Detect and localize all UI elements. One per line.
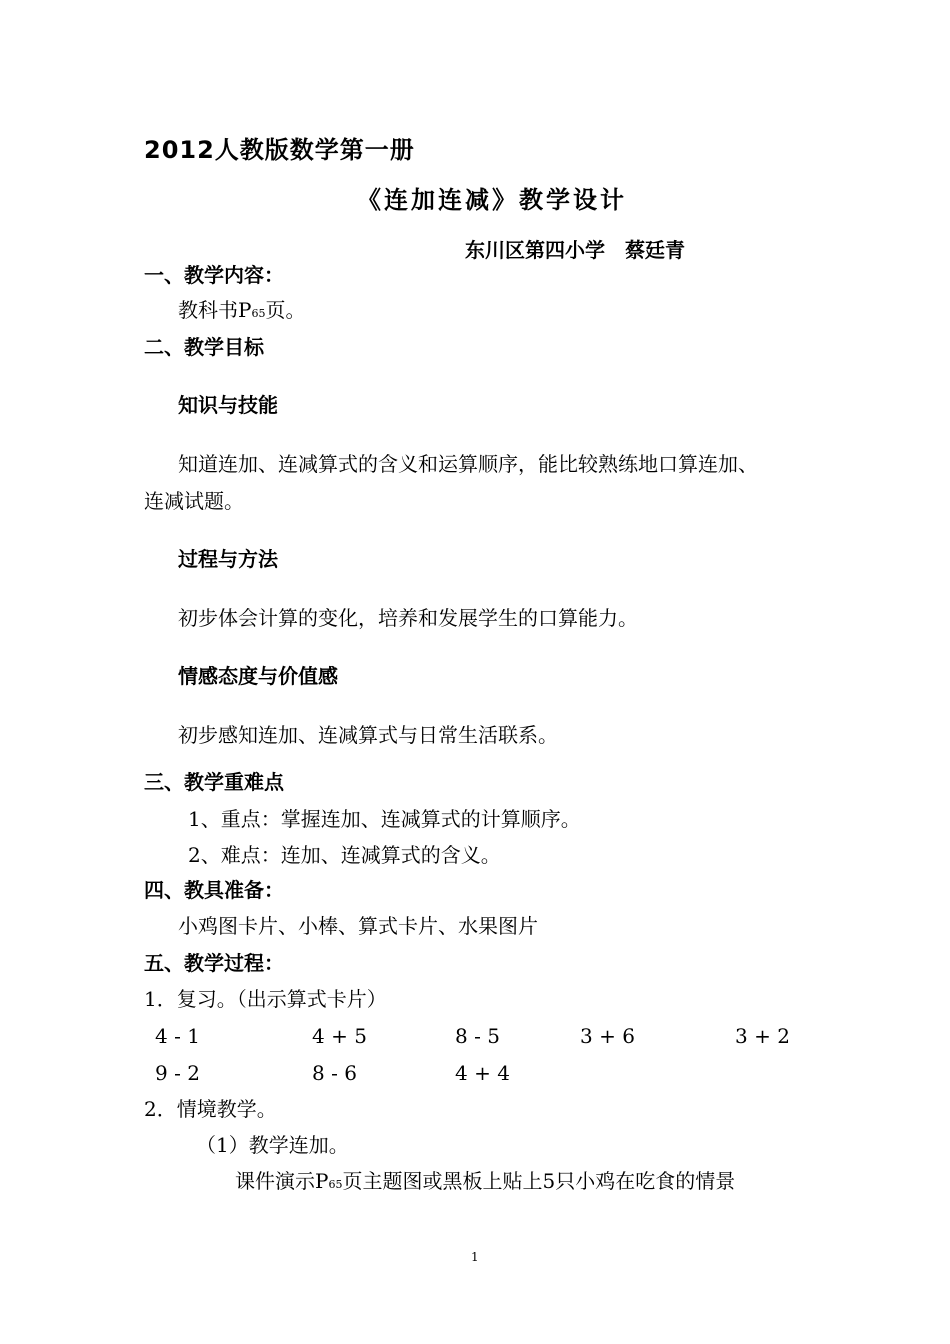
review-expression: 9 - 2 <box>155 1061 200 1085</box>
section-heading-materials: 四、教具准备： <box>144 878 284 902</box>
author-line: 东川区第四小学 蔡廷青 <box>465 238 685 262</box>
section-heading-content: 一、教学内容： <box>144 263 284 287</box>
knowledge-text-line1: 知道连加、连减算式的含义和运算顺序，能比较熟练地口算连加、 <box>178 452 758 476</box>
review-expression: 3 + 6 <box>580 1024 635 1048</box>
content-text-suffix: 页。 <box>265 298 306 322</box>
content-text <box>178 300 305 320</box>
page-number: 1 <box>471 1250 479 1264</box>
page-ref-subscript: 65 <box>251 307 266 320</box>
lesson-item: （1）教学连加。 <box>196 1133 349 1157</box>
section-heading-process: 五、教学过程： <box>144 951 284 975</box>
edition-heading: 2012人教版数学第一册 <box>144 136 415 164</box>
keypoint-2: 2、难点：连加、连减算式的含义。 <box>188 843 501 867</box>
review-expression: 3 + 2 <box>735 1024 790 1048</box>
page-ref-subscript: 65 <box>328 1178 343 1191</box>
process-text: 初步体会计算的变化，培养和发展学生的口算能力。 <box>178 606 638 630</box>
keypoint-1: 1、重点：掌握连加、连减算式的计算顺序。 <box>188 807 581 831</box>
subheading-emotion: 情感态度与价值感 <box>178 664 338 688</box>
review-expression: 4 - 1 <box>155 1024 200 1048</box>
section-heading-keypoints: 三、教学重难点 <box>144 770 284 794</box>
emotion-text: 初步感知连加、连减算式与日常生活联系。 <box>178 723 558 747</box>
demo-text-suffix: 页主题图或黑板上贴上5只小鸡在吃食的情景 <box>342 1169 736 1193</box>
review-expression: 8 - 6 <box>312 1061 357 1085</box>
review-expression: 8 - 5 <box>455 1024 500 1048</box>
content-text-prefix: 教科书P <box>178 298 252 322</box>
knowledge-text-line2: 连减试题。 <box>144 489 244 513</box>
document-title: 《连加连减》教学设计 <box>357 186 627 214</box>
section-heading-goals: 二、教学目标 <box>144 335 264 359</box>
demo-text <box>235 1171 735 1191</box>
review-expression: 4 + 5 <box>312 1024 367 1048</box>
subheading-process: 过程与方法 <box>178 547 278 571</box>
demo-text-prefix: 课件演示P <box>235 1169 329 1193</box>
materials-text: 小鸡图卡片、小棒、算式卡片、水果图片 <box>178 914 538 938</box>
scene-item: 2．情境教学。 <box>144 1097 277 1121</box>
review-item: 1．复习。（出示算式卡片） <box>144 987 387 1011</box>
review-expression: 4 + 4 <box>455 1061 510 1085</box>
subheading-knowledge: 知识与技能 <box>178 393 278 417</box>
